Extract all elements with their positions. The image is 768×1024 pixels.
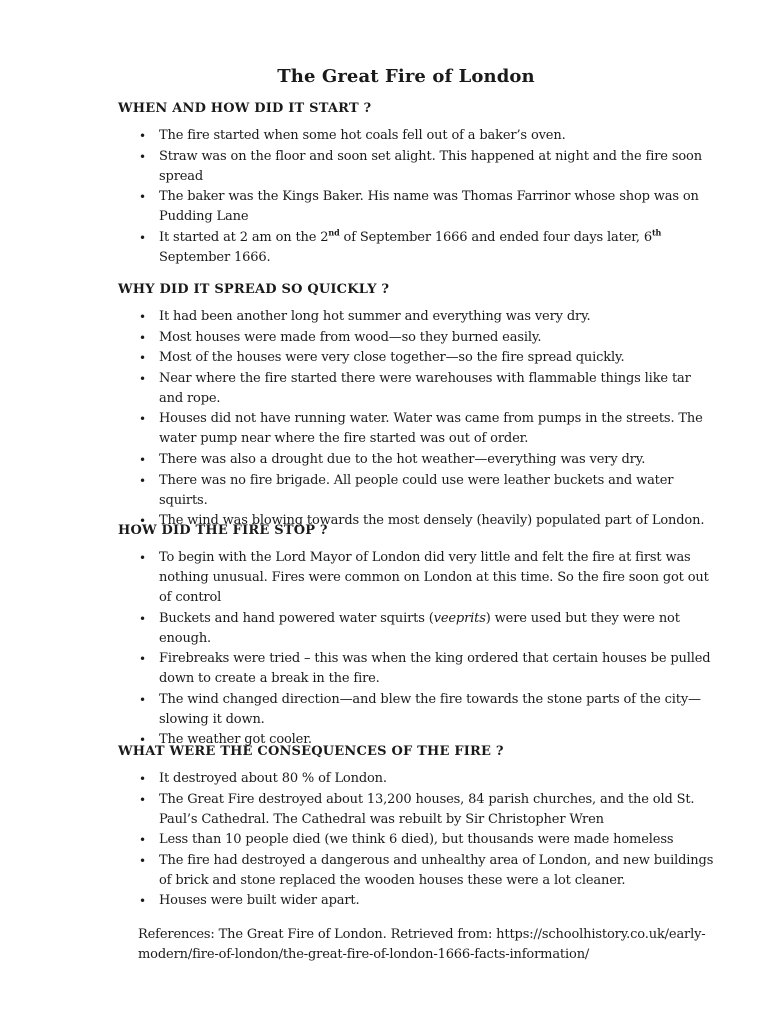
list-item: • The wind changed direction—and blew the fire towards the stone parts of the city—slowing it down. — [118, 690, 718, 730]
list-item: • Houses were built wider apart. — [118, 891, 718, 911]
text-segment: September 1666. — [159, 249, 271, 265]
references-text: References: The Great Fire of London. Retrieved from: https://schoolhistory.co.uk/early-modern/fire-of-london/the-great-fire-of-london-1666-facts-information/ — [138, 927, 706, 962]
list-item: • There was also a drought due to the hot weather—everything was very dry. — [118, 450, 718, 470]
list-item: • The Great Fire destroyed about 13,200 houses, 84 parish churches, and the old St. Paul’s Cathedral. The Cathedral was rebuilt by Sir Christopher Wren — [118, 790, 718, 830]
list-item — [118, 609, 718, 649]
list-item: • Firebreaks were tried – this was when the king ordered that certain houses be pulled down to create a break in the fire. — [118, 649, 718, 689]
list-item — [118, 228, 718, 268]
list-item: • The baker was the Kings Baker. His name was Thomas Farrinor whose shop was on Pudding Lane — [118, 187, 718, 227]
bullet-list — [118, 307, 718, 531]
bullet-list — [118, 769, 718, 911]
list-item: • The weather got cooler. — [118, 730, 718, 750]
text-segment: ) were used but they were not enough. — [159, 610, 680, 646]
italic-text: veeprits — [433, 610, 486, 626]
section-how-stop — [118, 523, 718, 751]
text-segment: It started at 2 am on the 2 — [159, 229, 329, 245]
list-item: • The fire started when some hot coals fell out of a baker’s oven. — [118, 126, 718, 146]
list-item: • The wind was blowing towards the most densely (heavily) populated part of London. — [118, 511, 718, 531]
section-heading: WHEN AND HOW DID IT START ? — [118, 101, 372, 116]
bullet-list — [118, 548, 718, 750]
superscript-text: th — [651, 227, 662, 238]
section-consequences — [118, 744, 718, 912]
list-item: • To begin with the Lord Mayor of London did very little and felt the fire at first was nothing unusual. Fires were common on London at this time. So the fire soon got out of control — [118, 548, 718, 608]
list-item: • Less than 10 people died (we think 6 died), but thousands were made homeless — [118, 830, 718, 850]
page-title: The Great Fire of London — [277, 66, 535, 87]
list-item: • Houses did not have running water. Water was came from pumps in the streets. The water pump near where the fire started was out of order. — [118, 409, 718, 449]
list-item: • Near where the fire started there were warehouses with flammable things like tar and rope. — [118, 369, 718, 409]
list-item: • There was no fire brigade. All people could use were leather buckets and water squirts. — [118, 471, 718, 511]
list-item: • Straw was on the floor and soon set alight. This happened at night and the fire soon spread — [118, 147, 718, 187]
list-item: • Most of the houses were very close together—so the fire spread quickly. — [118, 348, 718, 368]
section-why-spread — [118, 282, 718, 532]
superscript-text: nd — [328, 227, 340, 238]
list-item: • The fire had destroyed a dangerous and unhealthy area of London, and new buildings of brick and stone replaced the wooden houses these were a lot cleaner. — [118, 851, 718, 891]
section-heading: WHY DID IT SPREAD SO QUICKLY ? — [118, 282, 390, 297]
text-segment: of September 1666 and ended four days later, 6 — [339, 229, 652, 245]
text-segment: Buckets and hand powered water squirts ( — [159, 610, 434, 626]
list-item: • Most houses were made from wood—so they burned easily. — [118, 328, 718, 348]
section-when-how-start — [118, 101, 718, 268]
list-item: • It destroyed about 80 % of London. — [118, 769, 718, 789]
section-heading: WHAT WERE THE CONSEQUENCES OF THE FIRE ? — [118, 744, 504, 759]
section-heading: HOW DID THE FIRE STOP ? — [118, 523, 328, 538]
list-item: • It had been another long hot summer and everything was very dry. — [118, 307, 718, 327]
bullet-list — [118, 126, 718, 268]
